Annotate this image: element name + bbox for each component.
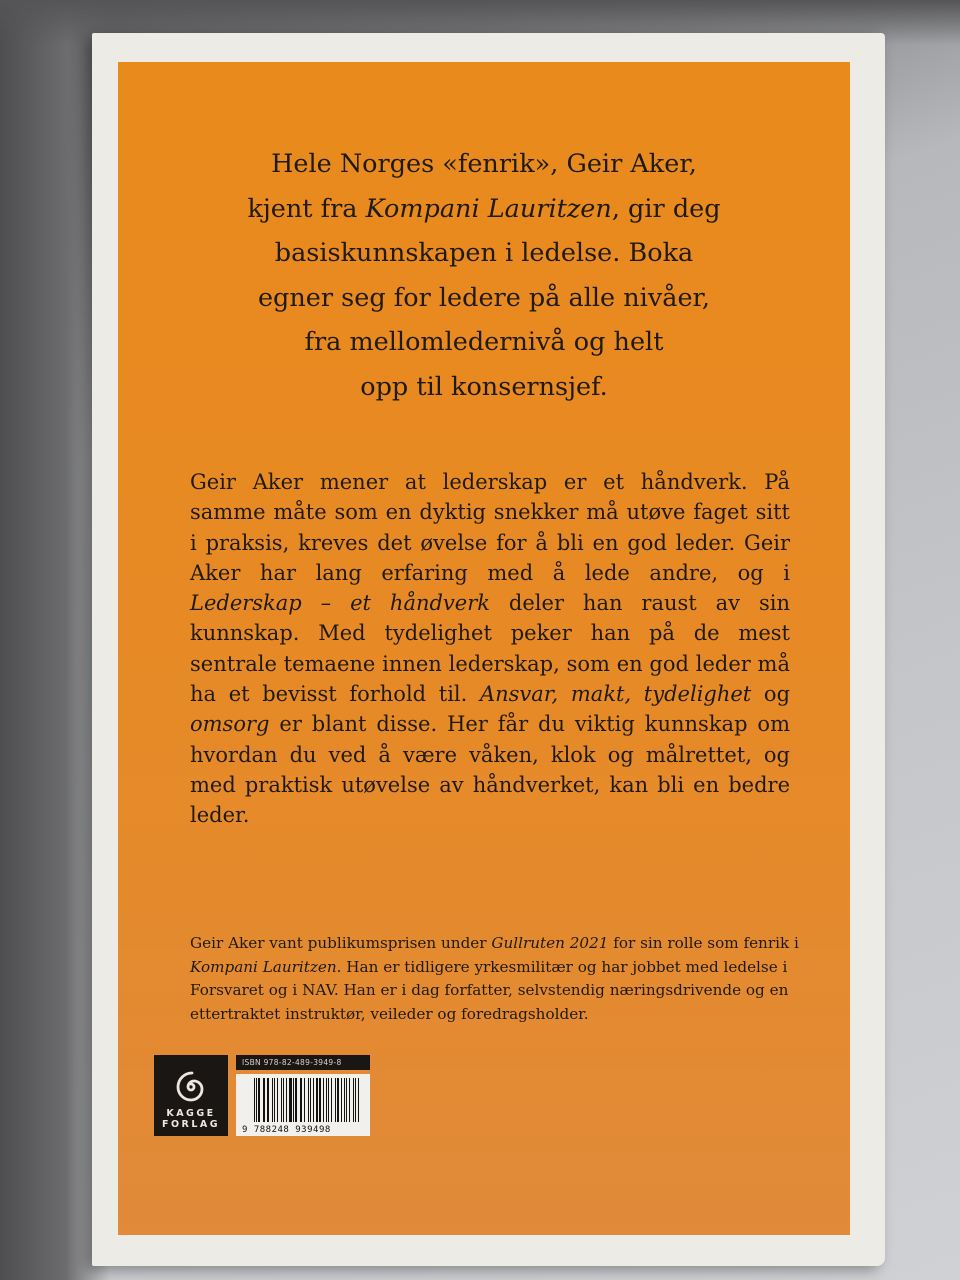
barcode-bar — [274, 1078, 275, 1122]
barcode-bar — [310, 1078, 311, 1122]
lead-text: , gir deg — [611, 193, 721, 224]
lead-italic-title: Kompani Lauritzen — [365, 193, 612, 224]
barcode-bar — [319, 1078, 320, 1122]
book-title-italic: Lederskap – et håndverk — [190, 591, 490, 616]
author-bio — [190, 932, 810, 1026]
bio-text: . Han er tidligere yrkesmilitær og har jobbet med ledelse i Forsvaret og i NAV. Han er i dag forfatter, selvstendig næringsdrivende og en ettertraktet instruktør, veileder og foredragsholder. — [190, 957, 789, 1023]
barcode-bar — [283, 1078, 284, 1122]
barcode-bar — [331, 1078, 332, 1122]
barcode-bar — [300, 1078, 301, 1122]
italic-keyword: omsorg — [190, 712, 270, 737]
barcode-bar — [289, 1078, 291, 1122]
lead-line-3: basiskunnskapen i ledelse. Boka — [274, 238, 694, 268]
barcode-bar — [256, 1078, 257, 1122]
barcode-bar — [258, 1078, 259, 1122]
barcode-bar — [313, 1078, 314, 1122]
barcode-bar — [254, 1078, 255, 1122]
orange-cover-panel — [118, 62, 850, 1235]
barcode-bar — [323, 1078, 324, 1122]
barcode-bar — [293, 1078, 294, 1122]
bio-text: Geir Aker vant publikumsprisen under — [190, 934, 492, 952]
barcode-bar — [346, 1078, 347, 1122]
bio-italic: Gullruten 2021 — [491, 934, 609, 952]
body-text: Geir Aker mener at lederskap er et håndverk. På samme måte som en dyktig snekker må utøve faget sitt i praksis, kreves det øvelse for å bli en god leder. Geir Aker har lang erfaring med å lede andre, og i — [190, 470, 790, 585]
lead-line-2 — [198, 187, 770, 232]
barcode-bar — [295, 1078, 296, 1122]
bio-text: for sin rolle som fenrik i — [608, 934, 799, 952]
isbn-label: ISBN 978-82-489-3949-8 — [236, 1055, 370, 1070]
barcode-bar — [344, 1078, 345, 1122]
publisher-logo — [154, 1055, 228, 1136]
lead-line-6: opp til konsernsjef. — [360, 371, 608, 402]
barcode-bar — [337, 1078, 339, 1122]
body-text: er blant disse. Her får du viktig kunnskap om hvordan du ved å være våken, klok og målrettet, og med praktisk utøvelse av håndverket, kan bli en bedre leder. — [190, 712, 790, 828]
barcode-bar — [316, 1078, 318, 1122]
barcode-digits: 9 788248 939498 — [242, 1125, 331, 1135]
barcode-bar — [304, 1078, 305, 1122]
barcode-bar — [355, 1078, 356, 1122]
spiral-icon — [174, 1070, 208, 1104]
barcode-bar — [267, 1078, 269, 1122]
lead-text: kjent fra — [247, 193, 366, 224]
lead-blurb — [198, 142, 770, 409]
barcode-bar — [308, 1078, 309, 1122]
barcode-bars — [254, 1078, 362, 1122]
book-back-cover — [92, 33, 885, 1266]
barcode-bar — [341, 1078, 342, 1122]
barcode-bar — [353, 1078, 354, 1122]
italic-keywords: Ansvar, makt, tydelighet — [479, 682, 752, 707]
lead-line-5: fra mellomledernivå og helt — [304, 327, 664, 357]
barcode — [236, 1074, 370, 1136]
barcode-bar — [301, 1078, 302, 1122]
barcode-bar — [264, 1078, 265, 1122]
body-text: og — [751, 682, 791, 707]
barcode-bar — [349, 1078, 350, 1122]
lead-line-4: egner seg for ledere på alle nivåer, — [257, 282, 711, 313]
description-paragraph — [190, 467, 790, 831]
barcode-bar — [263, 1078, 264, 1122]
publisher-name-1: KAGGE — [166, 1108, 216, 1119]
barcode-bar — [286, 1078, 287, 1122]
lead-line-1: Hele Norges «fenrik», Geir Aker, — [271, 149, 697, 179]
barcode-bar — [281, 1078, 282, 1122]
barcode-bar — [358, 1078, 359, 1122]
barcode-bar — [277, 1078, 278, 1122]
barcode-bar — [326, 1078, 327, 1122]
barcode-bar — [328, 1078, 329, 1122]
bio-italic: Kompani Lauritzen — [190, 957, 337, 976]
publisher-name-2: FORLAG — [161, 1119, 221, 1130]
barcode-bar — [272, 1078, 273, 1122]
barcode-bar — [335, 1078, 336, 1122]
body-text: deler han raust av sin kunnskap. Med tydelighet peker han på de mest sentrale temaene innen lederskap, som en god leder må ha et bevisst forhold til. — [190, 591, 790, 707]
